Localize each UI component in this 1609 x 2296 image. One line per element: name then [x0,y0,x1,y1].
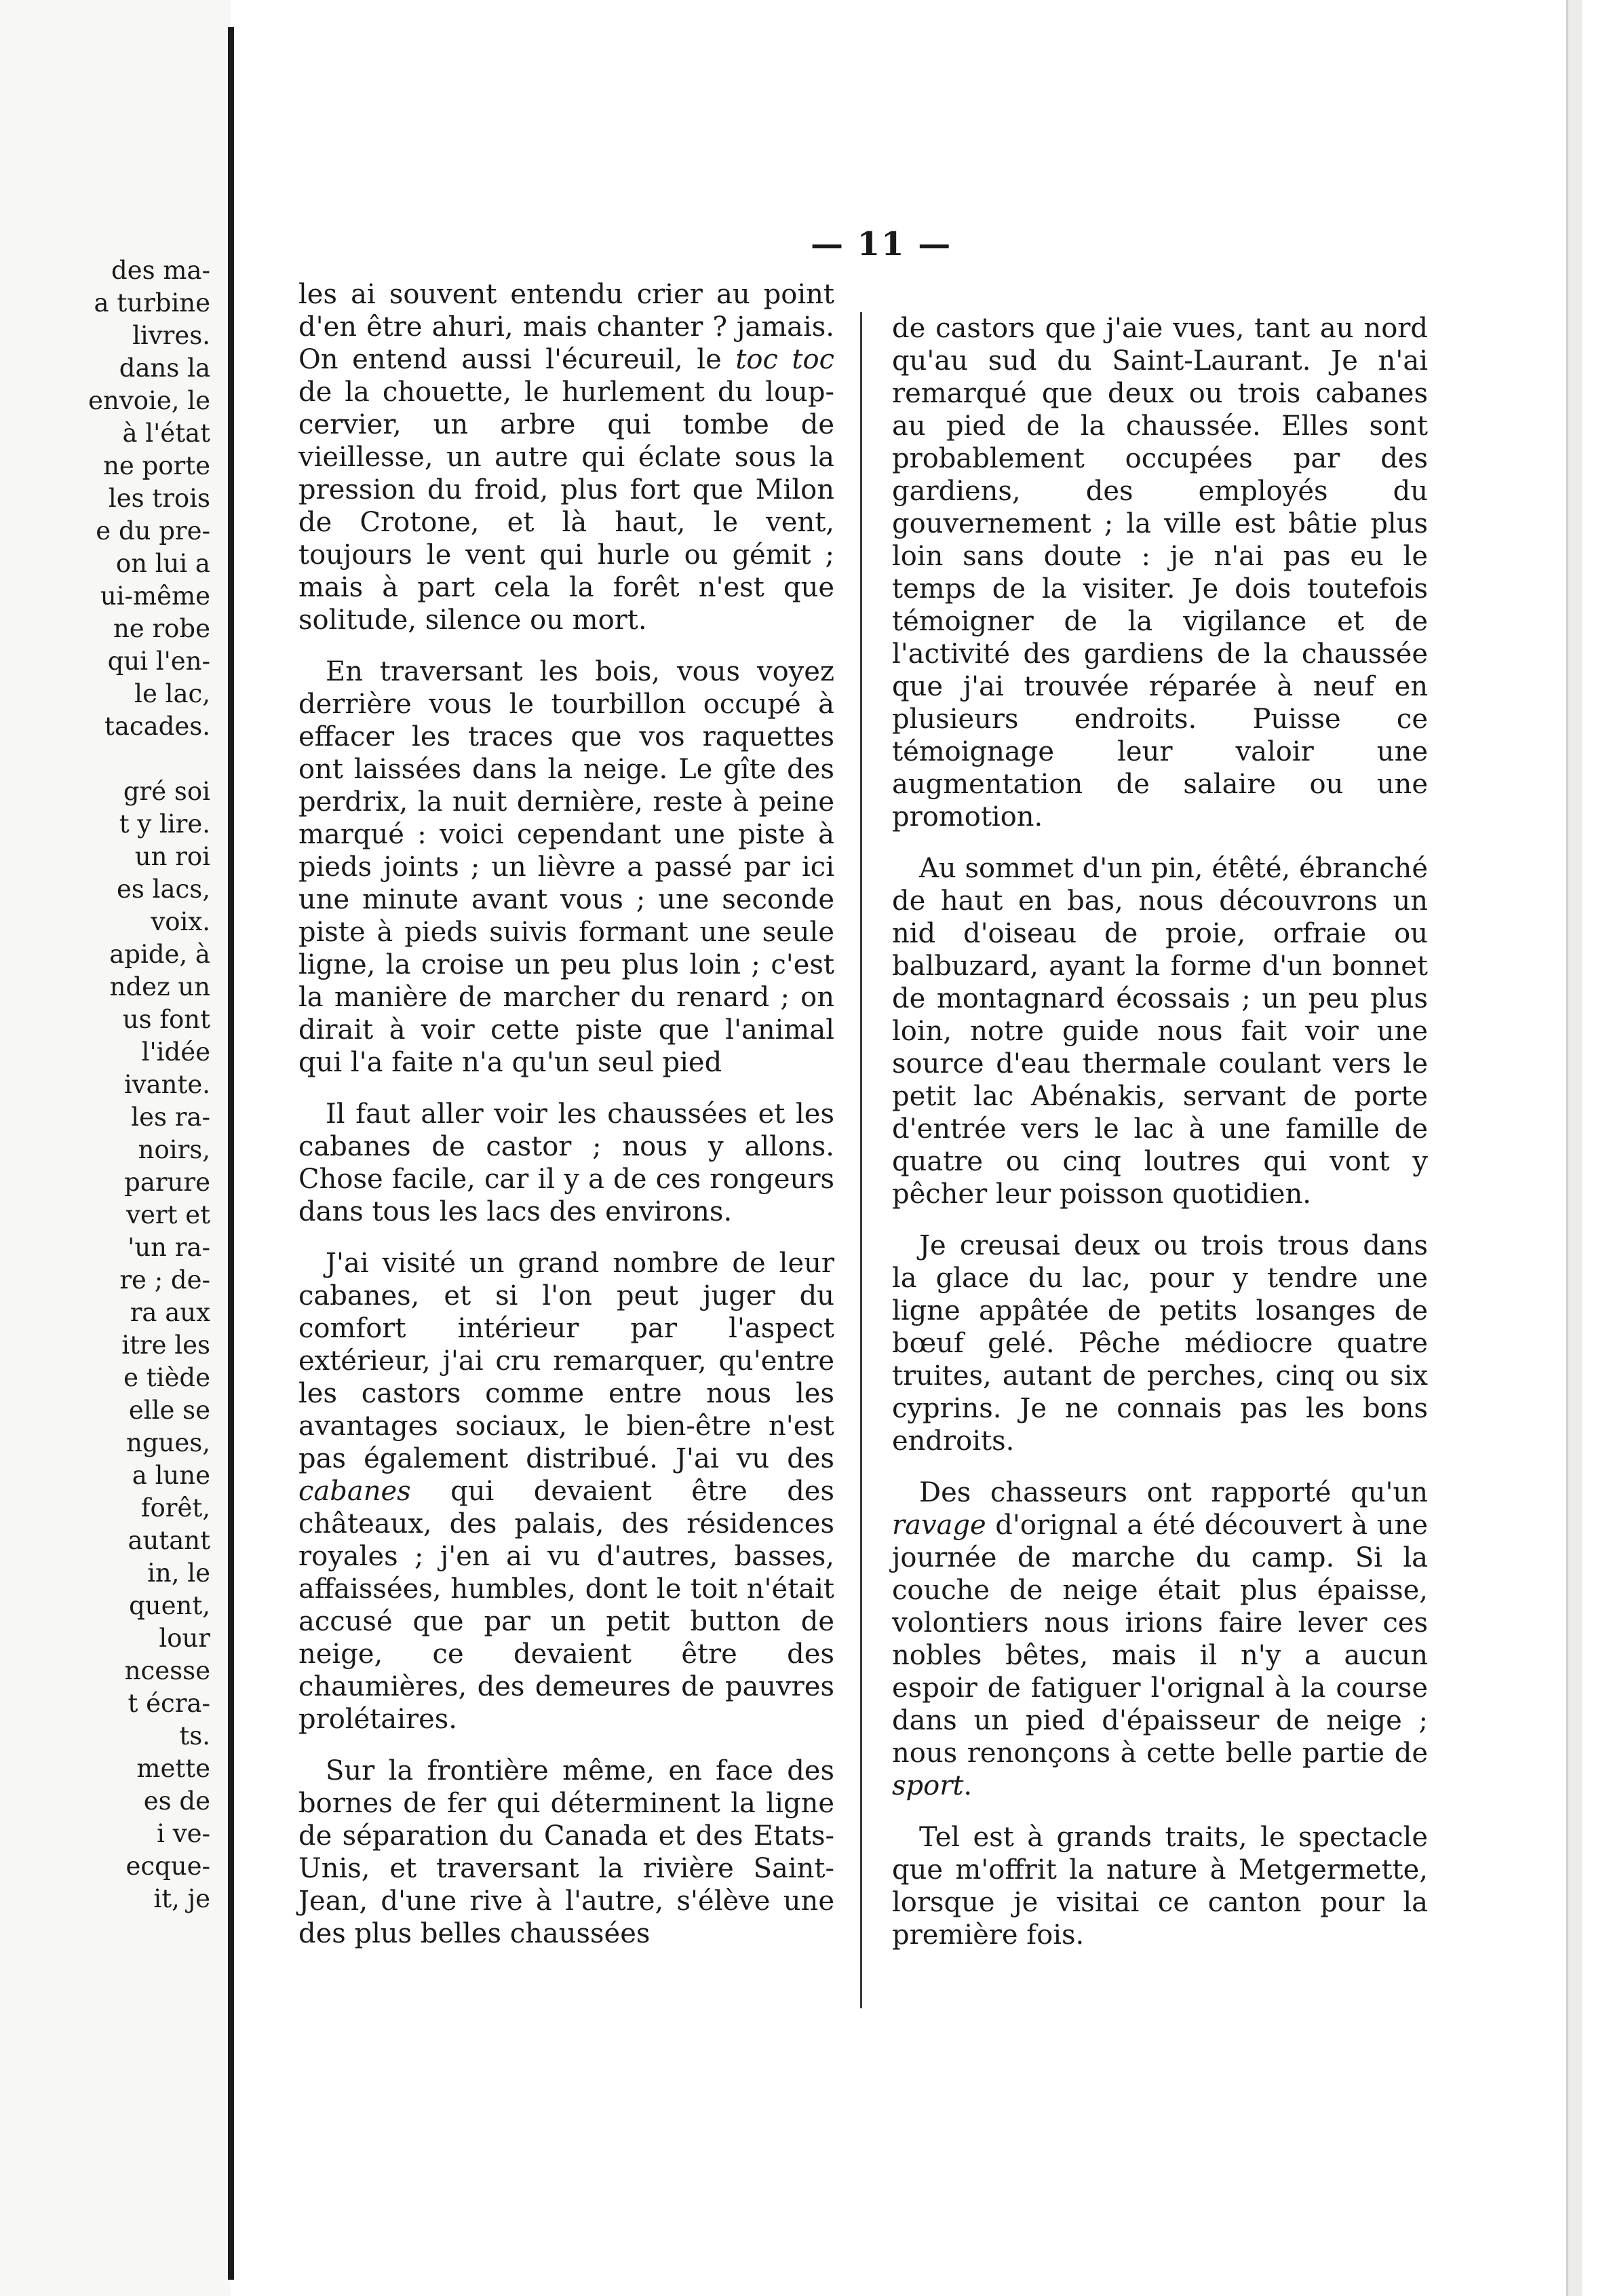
left-fragment-line: e tiède [123,1363,210,1392]
left-fragment-line: les ra- [131,1103,210,1132]
left-fragment-line: e du pre- [96,516,210,546]
left-fragment-line: envoie, le [88,386,210,415]
paragraph: Je creusai deux ou trois trous dans la glace du lac, pour y tendre une ligne appâtée de petits losanges de bœuf gelé. Pêche médiocre quatre truites, autant de perches, cinq ou six cyprins. Je ne connais pas les bons endroits. [892,1230,1428,1457]
left-fragment-line: ivante. [123,1070,210,1099]
left-fragment-line: l'idée [141,1037,210,1067]
left-fragment-line: itre les [121,1331,210,1360]
paragraph-text: d'orignal a été découvert à une journée de marche du camp. Si la couche de neige était plus épaisse, volontiers nous irions faire lever ces nobles bêtes, mais il n'y a aucun espoir de fatiguer l'orignal à la course dans un pied d'épaisseur de neige ; nous renonçons à cette belle partie de [892,1510,1428,1769]
left-fragment-line: livres. [132,321,210,350]
left-fragment-line: parure [124,1168,210,1197]
paragraph: de castors que j'aie vues, tant au nord qu'au sud du Saint-Laurant. Je n'ai remarqué que deux ou trois cabanes au pied de la chaussée. Elles sont probablement occupées par des gardiens, des employés du gouvernement ; la ville est bâtie plus loin sans doute : je n'ai pas eu le temps de la visiter. Je dois toutefois témoigner de la vigilance et de l'activité des gardiens de la chaussée que j'ai trouvée réparée à neuf en plusieurs endroits. Puisse ce témoignage leur valoir une augmentation de salaire ou une promotion. [892,313,1428,833]
emphasis-text: ravage [892,1510,986,1541]
emphasis-text: toc toc [735,344,834,375]
left-fragment-line: vert et [126,1200,210,1229]
paragraph: Tel est à grands traits, le spectacle que m'offrit la nature à Metgermette, lorsque je visitai ce canton pour la première fois. [892,1822,1428,1951]
paragraph: Il faut aller voir les chaussées et les cabanes de castor ; nous y allons. Chose facile, car il y a de ces rongeurs dans tous les lacs des environs. [298,1098,834,1227]
left-fragment-line: t y lire. [119,809,210,839]
left-fragment-line: a turbine [94,288,210,318]
left-fragment-line: ndez un [109,972,210,1001]
left-fragment-line: voix. [151,907,210,936]
left-fragment-line: gré soi [123,777,210,806]
paragraph: Sur la frontière même, en face des bornes de fer qui déterminent la ligne de séparation du Canada et des Etats-Unis, et traversant la rivière Saint-Jean, d'une rive à l'autre, s'élève une des plus belles chaussées [298,1755,834,1949]
text-column-left [298,278,834,1969]
left-fragment-line: in, le [147,1558,210,1588]
paragraph-text: qui devaient être des châteaux, des palais, des résidences royales ; j'en ai vu d'autres, basses, affaissées, humbles, dont le toit n'était accusé que par un petit button de neige, ce devaient être des chaumières, des demeures de pauvres prolétaires. [298,1476,834,1735]
left-fragment-line: ecque- [125,1852,210,1881]
text-column-right [892,312,1428,1970]
paragraph-text: de la chouette, le hurlement du loup-cervier, un arbre qui tombe de vieillesse, un autre qui éclate sous la pression du froid, plus fort que Milon de Crotone, et là haut, le vent, toujours le vent qui hurle ou gémit ; mais à part cela la forêt n'est que solitude, silence ou mort. [298,377,834,636]
left-fragment-line: es de [143,1786,210,1816]
left-fragment-line: a lune [132,1461,210,1490]
left-fragment-line: quent, [129,1591,210,1620]
left-fragment-line: lour [159,1624,210,1653]
left-fragment-line: mette [136,1754,210,1783]
left-fragment-line: les trois [108,484,210,513]
left-fragment-line: ne robe [113,614,210,643]
left-fragment-line: ts. [179,1721,210,1750]
left-fragment-line: es lacs, [116,875,210,904]
paragraph-text: . [963,1770,973,1801]
left-fragment-line: ne porte [103,451,210,480]
paragraph-text: J'ai visité un grand nombre de leur cabanes, et si l'on peut juger du comfort intérieur par l'aspect extérieur, j'ai cru remarquer, qu'entre les castors comme entre nous les avantages sociaux, le bien-être n'est pas également distribué. J'ai vu des [298,1248,834,1474]
left-fragment-line: noirs, [138,1135,210,1164]
left-fragment-line: apide, à [109,940,210,969]
emphasis-text: sport [892,1770,964,1801]
left-fragment-line: i ve- [157,1819,210,1848]
left-fragment-line: des ma- [111,256,210,285]
left-fragment-line: un roi [134,842,210,871]
left-page-fragment [0,0,231,2296]
left-page-text [7,254,210,1915]
left-fragment-line: le lac, [134,679,210,708]
left-fragment-line: re ; de- [119,1265,210,1295]
left-fragment-line: elle se [128,1396,210,1425]
paragraph [892,1476,1428,1802]
left-fragment-line: à l'état [122,419,210,448]
paragraph: Au sommet d'un pin, étêté, ébranché de haut en bas, nous découvrons un nid d'oiseau de proie, orfraie ou balbuzard, ayant la forme d'un bonnet de montagnard écossais ; un peu plus loin, notre guide nous fait voir une source d'eau thermale coulant vers le petit lac Abénakis, servant de porte d'entrée vers le lac à une famille de quatre ou cinq loutres qui vont y pêcher leur poisson quotidien. [892,853,1428,1210]
left-fragment-line: t écra- [128,1689,210,1718]
left-fragment-line: tacades. [104,712,210,741]
left-fragment-line: ui-même [100,581,210,611]
left-fragment-line: dans la [119,353,210,383]
left-fragment-line: 'un ra- [128,1233,210,1262]
page-number: — 11 — [811,225,952,263]
left-fragment-line [7,743,210,776]
left-fragment-line: ngues, [126,1428,210,1457]
paragraph-text: Des chasseurs ont rapporté qu'un [919,1477,1428,1508]
left-fragment-line: qui l'en- [107,647,210,676]
left-fragment-line: ra aux [130,1298,210,1327]
left-fragment-line: autant [128,1526,210,1555]
emphasis-text: cabanes [298,1476,411,1507]
paragraph [298,1247,834,1736]
left-fragment-line: us font [122,1005,210,1034]
left-fragment-line: ncesse [124,1656,210,1685]
paragraph-text: les ai souvent entendu crier au point d'en être ahuri, mais chanter ? jamais. On entend aussi l'écureuil, le [298,279,834,375]
column-divider [860,312,862,2008]
paragraph: En traversant les bois, vous voyez derrière vous le tourbillon occupé à effacer les traces que vos raquettes ont laissées dans la neige. Le gîte des perdrix, la nuit dernière, reste à peine marqué : voici cependant une piste à pieds joints ; un lièvre a passé par ici une minute avant vous ; une seconde piste à pieds suivis formant une seule ligne, la croise un peu plus loin ; c'est la manière de marcher du renard ; on dirait à voir cette piste que l'animal qui l'a faite n'a qu'un seul pied [298,656,834,1078]
left-fragment-line: forêt, [140,1493,210,1523]
page-edge [1566,0,1582,2296]
paragraph [298,278,834,636]
page-margin [1582,0,1609,2296]
book-gutter [228,27,234,2280]
left-fragment-line: on lui a [115,549,210,578]
left-fragment-line: it, je [153,1884,210,1913]
